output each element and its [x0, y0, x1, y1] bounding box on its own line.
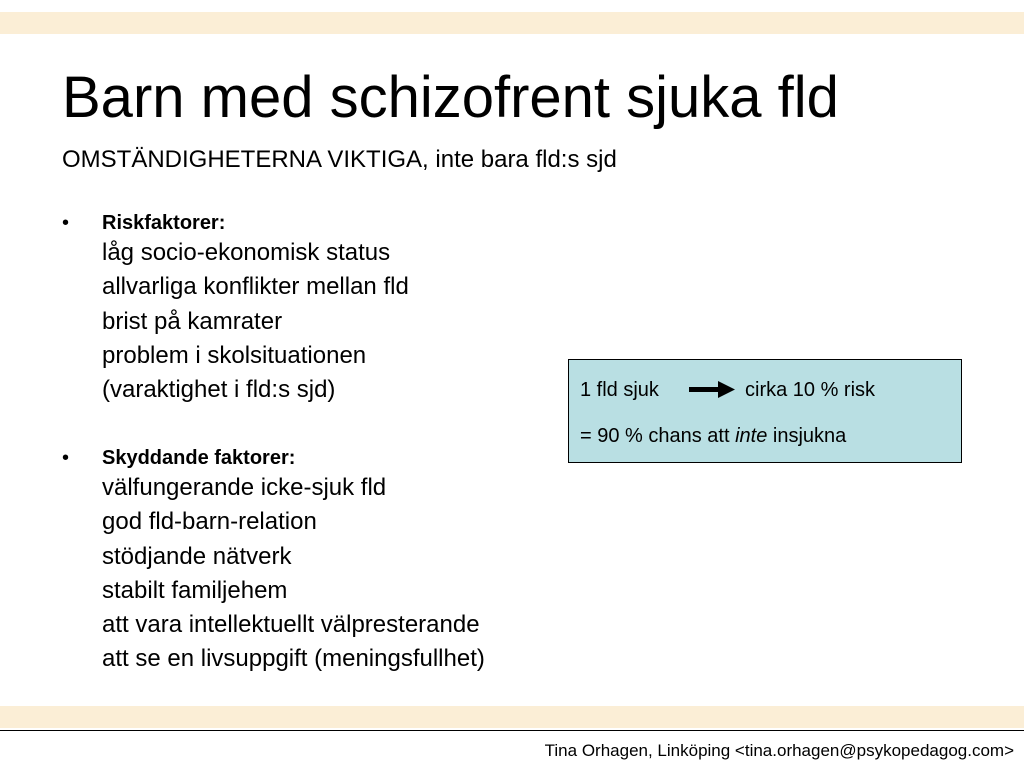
- footer-divider: [0, 730, 1024, 731]
- protective-factors-list: [62, 471, 582, 677]
- bullet-icon: •: [62, 447, 70, 469]
- protective-factors-heading: Skyddande faktorer:: [102, 447, 296, 469]
- list-item: stabilt familjehem: [102, 576, 288, 604]
- list-item: brist på kamrater: [102, 307, 283, 335]
- top-decorative-band: [0, 12, 1024, 34]
- risk-factors-header: [62, 210, 582, 236]
- slide-subtitle: OMSTÄNDIGHETERNA VIKTIGA, inte bara fld:s sjd: [62, 146, 617, 173]
- callout-emphasis-text: inte: [735, 425, 768, 447]
- callout-parent-ill-text: 1 fld sjuk: [580, 379, 659, 401]
- list-item: stödjande nätverk: [102, 542, 292, 570]
- list-item: god fld-barn-relation: [102, 508, 317, 536]
- risk-callout-box: [568, 359, 962, 463]
- right-arrow-icon: [689, 377, 735, 403]
- footer-credit: Tina Orhagen, Linköping <tina.orhagen@psykopedagog.com>: [544, 741, 1014, 760]
- list-item: allvarliga konflikter mellan fld: [102, 273, 409, 301]
- slide-title: Barn med schizofrent sjuka fld: [62, 65, 839, 130]
- risk-factors-list: [62, 236, 582, 407]
- protective-factors-section: [62, 445, 582, 677]
- list-item: problem i skolsituationen: [102, 341, 367, 369]
- callout-chance-row: [580, 423, 846, 449]
- risk-factors-section: [62, 210, 582, 407]
- protective-factors-header: [62, 445, 582, 471]
- list-item: välfungerande icke-sjuk fld: [102, 474, 387, 501]
- risk-factors-heading: Riskfaktorer:: [102, 212, 226, 234]
- list-item: att vara intellektuellt välpresterande: [102, 611, 480, 639]
- bullet-icon: •: [62, 212, 70, 234]
- callout-risk-text: cirka 10 % risk: [745, 379, 876, 401]
- callout-chance-end-text: insjukna: [767, 425, 847, 447]
- list-item: (varaktighet i fld:s sjd): [102, 376, 336, 404]
- callout-chance-text: = 90 % chans att: [580, 425, 736, 447]
- list-item: låg socio-ekonomisk status: [102, 239, 391, 266]
- list-item: att se en livsuppgift (meningsfullhet): [102, 645, 485, 673]
- callout-risk-row: [580, 377, 876, 403]
- bottom-decorative-band: [0, 706, 1024, 728]
